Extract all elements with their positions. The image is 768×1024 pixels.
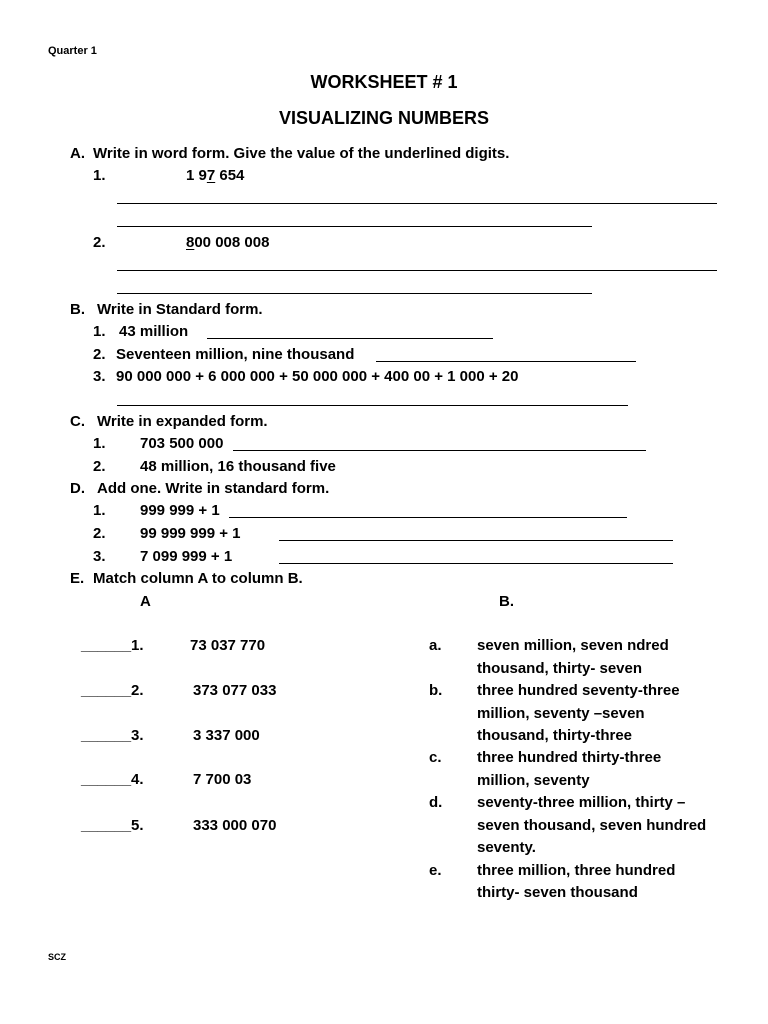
match-item-value: 7 700 03 [193,771,252,788]
answer-line[interactable] [117,203,717,204]
section-e-instruction: Match column A to column B. [93,570,303,587]
section-c-instruction: Write in expanded form. [97,413,268,430]
match-letter: e. [429,862,442,879]
underlined-digit: 8 [186,234,195,251]
underlined-digit: 7 [206,167,216,184]
b-item-2-num: 2. [93,346,106,363]
a-item-2-num: 2. [93,234,106,251]
match-item-value: 3 337 000 [193,727,260,744]
match-desc-line: thousand, thirty- seven [477,660,643,677]
c-item-1-text: 703 500 000 [140,435,224,452]
match-desc-line: seven million, seven ndred [477,637,669,654]
b-item-3-num: 3. [93,368,106,385]
answer-line[interactable] [207,338,493,339]
answer-line[interactable] [117,405,628,406]
match-blank[interactable]: ______4. [81,771,144,788]
c-item-2-num: 2. [93,458,106,475]
b-item-1-num: 1. [93,323,106,340]
a-item-1-num: 1. [93,167,106,184]
section-d-label: D. [70,480,85,497]
answer-line[interactable] [229,517,627,518]
d-item-1-num: 1. [93,502,106,519]
column-b-header: B. [499,593,514,610]
match-desc-line: seventy. [477,839,536,856]
answer-line[interactable] [376,361,636,362]
a-item-1-number: 1 97 654 [186,167,245,184]
match-letter: a. [429,637,442,654]
answer-line[interactable] [117,293,592,294]
match-blank[interactable]: ______3. [81,727,144,744]
a-item-2-number: 800 008 008 [186,234,270,251]
answer-line[interactable] [279,540,673,541]
match-desc-line: three hundred seventy-three [477,682,680,699]
c-item-1-num: 1. [93,435,106,452]
answer-line[interactable] [279,563,673,564]
c-item-2-text: 48 million, 16 thousand five [140,458,336,475]
section-b-instruction: Write in Standard form. [97,301,263,318]
section-c-label: C. [70,413,85,430]
match-desc-line: thousand, thirty-three [477,727,633,744]
d-item-1-text: 999 999 + 1 [140,502,220,519]
match-blank[interactable]: ______5. [81,817,144,834]
match-desc-line: seven thousand, seven hundred [477,817,707,834]
section-d-instruction: Add one. Write in standard form. [97,480,330,497]
match-blank[interactable]: ______1. [81,637,144,654]
d-item-3-num: 3. [93,548,106,565]
answer-line[interactable] [117,270,717,271]
section-b-label: B. [70,301,85,318]
match-desc-line: three hundred thirty-three [477,749,662,766]
answer-line[interactable] [233,450,646,451]
match-desc-line: million, seventy [477,772,590,789]
match-desc-line: three million, three hundred [477,862,676,879]
match-item-value: 73 037 770 [190,637,266,654]
b-item-3-text: 90 000 000 + 6 000 000 + 50 000 000 + 400 00 + 1 000 + 20 [116,368,519,385]
match-letter: c. [429,749,442,766]
section-a-label: A. [70,145,85,162]
match-item-value: 373 077 033 [193,682,277,699]
b-item-2-text: Seventeen million, nine thousand [116,346,355,363]
b-item-1-text: 43 million [119,323,189,340]
footer-initials: SCZ [48,952,66,962]
match-desc-line: seventy-three million, thirty – [477,794,686,811]
d-item-3-text: 7 099 999 + 1 [140,548,233,565]
d-item-2-num: 2. [93,525,106,542]
worksheet-subtitle: VISUALIZING NUMBERS [278,108,489,128]
match-letter: b. [429,682,443,699]
d-item-2-text: 99 999 999 + 1 [140,525,241,542]
worksheet-title: WORKSHEET # 1 [310,72,458,92]
section-e-label: E. [70,570,85,587]
match-desc-line: million, seventy –seven [477,705,645,722]
column-a-header: A [140,593,151,610]
quarter-label: Quarter 1 [48,45,97,57]
match-letter: d. [429,794,443,811]
match-item-value: 333 000 070 [193,817,277,834]
section-a-instruction: Write in word form. Give the value of the underlined digits. [93,145,510,162]
answer-line[interactable] [117,226,592,227]
match-blank[interactable]: ______2. [81,682,144,699]
match-desc-line: thirty- seven thousand [477,884,638,901]
